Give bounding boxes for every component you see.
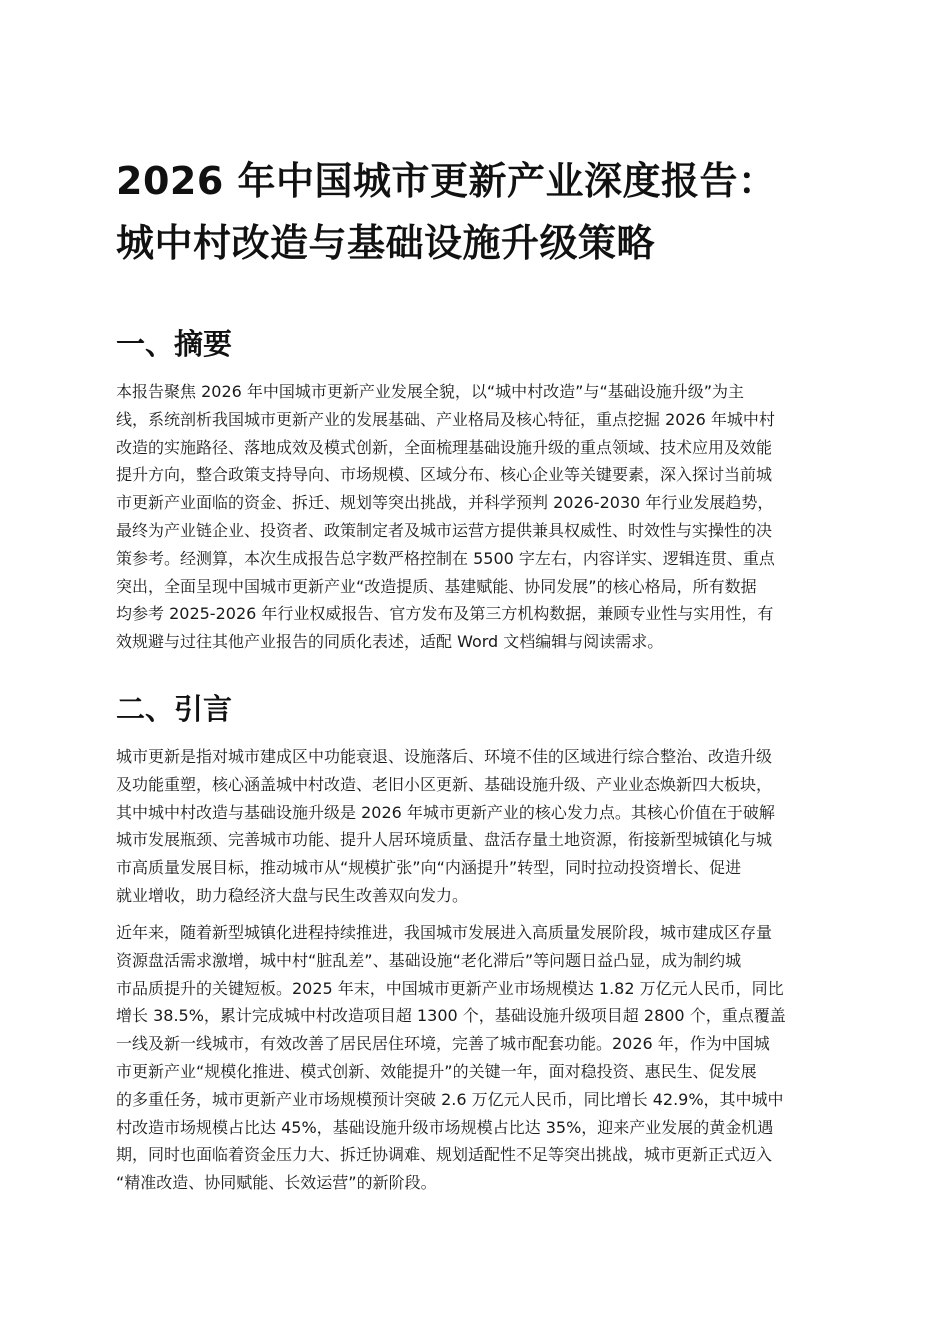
paragraph-line: 最终为产业链企业、投资者、政策制定者及城市运营方提供兼具权威性、时效性与实操性的决 [116, 520, 773, 540]
paragraph-line: 其中城中村改造与基础设施升级是 2026 年城市更新产业的核心发力点。其核心价值在于破解 [116, 802, 775, 822]
paragraph-line: 提升方向，整合政策支持导向、市场规模、区域分布、核心企业等关键要素，深入探讨当前城 [116, 465, 773, 485]
paragraph-line: 市更新产业面临的资金、拆迁、规划等突出挑战，并科学预判 2026-2030 年行业发展趋势， [116, 493, 774, 513]
paragraph-line: “精准改造、协同赋能、长效运营”的新阶段。 [116, 1173, 437, 1193]
title-line-1: 2026 年中国城市更新产业深度报告： [116, 159, 777, 203]
document-title [116, 150, 836, 274]
paragraph-line: 线，系统剖析我国城市更新产业的发展基础、产业格局及核心特征，重点挖掘 2026 年城中村 [116, 409, 775, 429]
paragraph-line: 资源盘活需求激增，城中村“脏乱差”、基础设施“老化滞后”等问题日益凸显，成为制约城 [116, 950, 742, 970]
paragraph-line: 市更新产业“规模化推进、模式创新、效能提升”的关键一年，面对稳投资、惠民生、促发展 [116, 1061, 757, 1081]
title-line-2: 城中村改造与基础设施升级策略 [116, 221, 656, 265]
introduction-paragraph-1 [116, 743, 836, 910]
paragraph-line: 增长 38.5%，累计完成城中村改造项目超 1300 个，基础设施升级项目超 2800 个，重点覆盖 [116, 1006, 786, 1026]
paragraph-line: 就业增收，助力稳经济大盘与民生改善双向发力。 [116, 885, 469, 905]
paragraph-line: 城市发展瓶颈、完善城市功能、提升人居环境质量、盘活存量土地资源，衔接新型城镇化与城 [116, 830, 773, 850]
section-heading-abstract: 一、摘要 [116, 327, 233, 361]
paragraph-line: 一线及新一线城市，有效改善了居民居住环境，完善了城市配套功能。2026 年，作为中国城 [116, 1034, 770, 1054]
paragraph-line: 城市更新是指对城市建成区中功能衰退、设施落后、环境不佳的区域进行综合整治、改造升级 [116, 747, 773, 766]
paragraph-line: 近年来，随着新型城镇化进程持续推进，我国城市发展进入高质量发展阶段，城市建成区存量 [116, 923, 773, 942]
paragraph-line: 突出，全面呈现中国城市更新产业“改造提质、基建赋能、协同发展”的核心格局，所有数据 [116, 576, 757, 596]
paragraph-line: 本报告聚焦 2026 年中国城市更新产业发展全貌，以“城中村改造”与“基础设施升级”为主 [116, 382, 745, 401]
abstract-paragraph [116, 378, 836, 656]
paragraph-line: 的多重任务，城市更新产业市场规模预计突破 2.6 万亿元人民币，同比增长 42.9%，其中城中 [116, 1089, 784, 1109]
paragraph-line: 效规避与过往其他产业报告的同质化表述，适配 Word 文档编辑与阅读需求。 [116, 632, 664, 652]
paragraph-line: 策参考。经测算，本次生成报告总字数严格控制在 5500 字左右，内容详实、逻辑连贯、重点 [116, 548, 775, 568]
paragraph-line: 及功能重塑，核心涵盖城中村改造、老旧小区更新、基础设施升级、产业业态焕新四大板块， [116, 774, 773, 794]
paragraph-line: 均参考 2025-2026 年行业权威报告、官方发布及第三方机构数据，兼顾专业性与实用性，有 [116, 604, 774, 624]
paragraph-line: 村改造市场规模占比达 45%，基础设施升级市场规模占比达 35%，迎来产业发展的黄金机遇 [116, 1117, 774, 1137]
paragraph-line: 市品质提升的关键短板。2025 年末，中国城市更新产业市场规模达 1.82 万亿元人民币，同比 [116, 978, 784, 998]
paragraph-line: 期，同时也面临着资金压力大、拆迁协调难、规划适配性不足等突出挑战，城市更新正式迈入 [116, 1145, 773, 1165]
paragraph-line: 市高质量发展目标，推动城市从“规模扩张”向“内涵提升”转型，同时拉动投资增长、促进 [116, 858, 742, 878]
section-heading-introduction: 二、引言 [116, 692, 233, 726]
paragraph-line: 改造的实施路径、落地成效及模式创新，全面梳理基础设施升级的重点领域、技术应用及效能 [116, 437, 773, 457]
introduction-paragraph-2 [116, 919, 836, 1197]
